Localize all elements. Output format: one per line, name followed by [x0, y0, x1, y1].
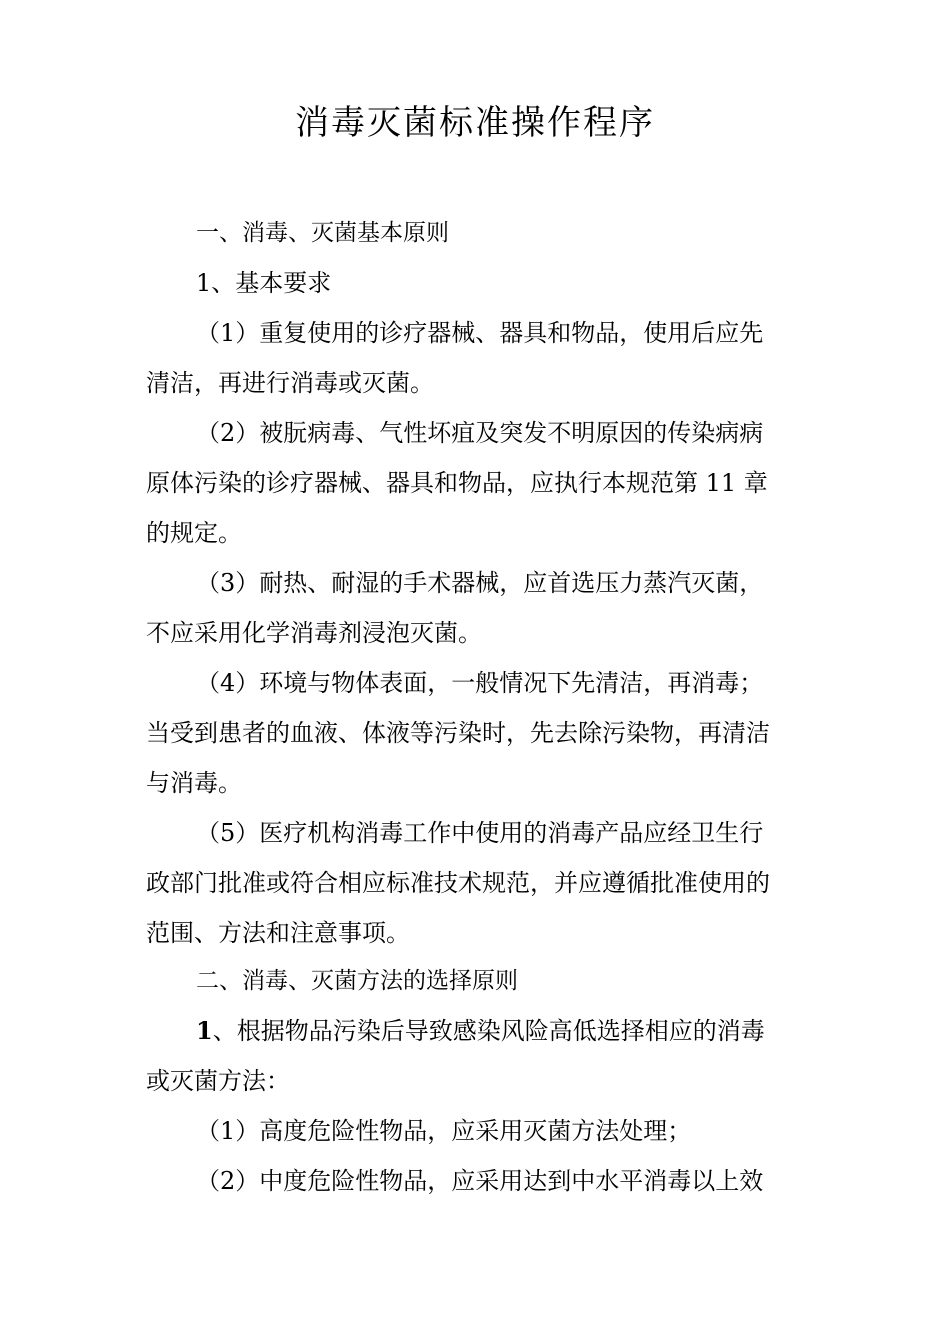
requirement-5-line-1: （5）医疗机构消毒工作中使用的消毒产品应经卫生行	[196, 819, 764, 847]
requirement-2-line-2: 原体污染的诊疗器械、器具和物品，应执行本规范第 11 章	[146, 469, 768, 497]
requirement-2-line-3: 的规定。	[146, 519, 242, 547]
requirement-5-line-2: 政部门批准或符合相应标准技术规范，并应遵循批准使用的	[146, 869, 770, 897]
requirement-3-line-2: 不应采用化学消毒剂浸泡灭菌。	[146, 619, 482, 647]
selection-item-1: （1）高度危险性物品，应采用灭菌方法处理；	[196, 1117, 692, 1145]
section-heading-selection-principles: 二、消毒、灭菌方法的选择原则	[196, 968, 518, 994]
requirement-5-line-3: 范围、方法和注意事项。	[146, 919, 410, 947]
section-heading-basic-principles: 一、消毒、灭菌基本原则	[196, 220, 449, 246]
requirement-4-line-3: 与消毒。	[146, 769, 242, 797]
requirement-4-line-2: 当受到患者的血液、体液等污染时，先去除污染物，再清洁	[146, 719, 770, 747]
subheading-basic-requirements: 1、基本要求	[196, 269, 332, 297]
requirement-1-line-2: 清洁，再进行消毒或灭菌。	[146, 369, 434, 397]
selection-point-1-line-1	[196, 1014, 765, 1048]
selection-point-1-text: 、根据物品污染后导致感染风险高低选择相应的消毒	[212, 1017, 765, 1045]
requirement-3-line-1: （3）耐热、耐湿的手术器械，应首选压力蒸汽灭菌，	[196, 569, 764, 597]
requirement-2-line-1: （2）被朊病毒、气性坏疽及突发不明原因的传染病病	[196, 419, 764, 447]
requirement-4-line-1: （4）环境与物体表面，一般情况下先清洁，再消毒；	[196, 669, 764, 697]
document-title: 消毒灭菌标准操作程序	[295, 103, 655, 143]
selection-item-2: （2）中度危险性物品，应采用达到中水平消毒以上效	[196, 1167, 764, 1195]
selection-point-1-number: 1	[196, 1016, 213, 1045]
selection-point-1-line-2: 或灭菌方法：	[146, 1067, 290, 1095]
requirement-1-line-1: （1）重复使用的诊疗器械、器具和物品，使用后应先	[196, 319, 764, 347]
